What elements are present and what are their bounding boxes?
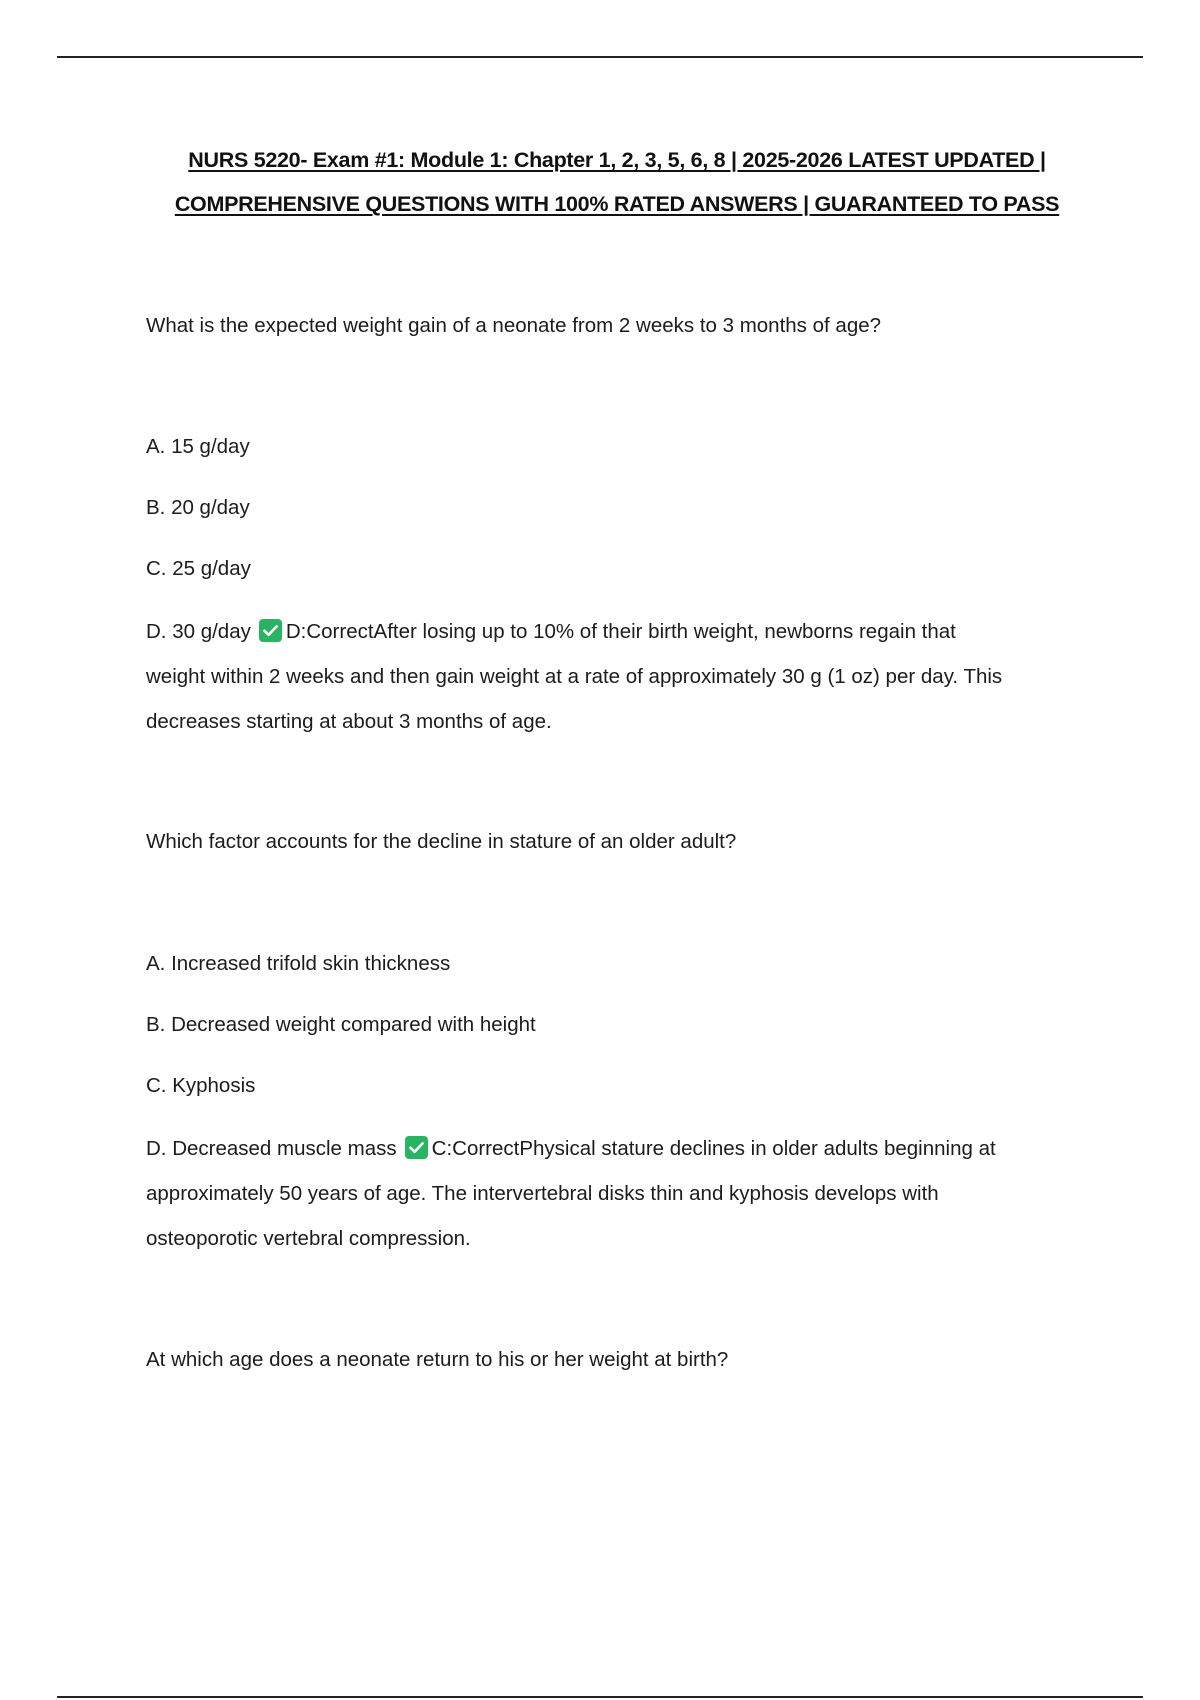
question-2-option-d-line bbox=[146, 1136, 996, 1161]
footer-rule bbox=[57, 1696, 1143, 1698]
document-title-line-2: COMPREHENSIVE QUESTIONS WITH 100% RATED ANSWERS | GUARANTEED TO PASS bbox=[174, 192, 1060, 216]
question-2-option-b: B. Decreased weight compared with height bbox=[146, 1013, 536, 1036]
question-1-option-a: A. 15 g/day bbox=[146, 435, 250, 458]
question-2-option-a: A. Increased trifold skin thickness bbox=[146, 952, 451, 975]
question-1-option-c: C. 25 g/day bbox=[146, 557, 251, 580]
question-1-rationale-line-2: weight within 2 weeks and then gain weight at a rate of approximately 30 g (1 oz) per day. This bbox=[146, 665, 1003, 688]
question-2-rationale-line-3: osteoporotic vertebral compression. bbox=[146, 1227, 471, 1250]
question-1-option-b: B. 20 g/day bbox=[146, 496, 250, 519]
header-rule bbox=[57, 56, 1143, 58]
question-1-option-d-line bbox=[146, 619, 956, 644]
question-2-rationale-line-1: C:CorrectPhysical stature declines in older adults beginning at bbox=[431, 1137, 996, 1160]
question-1-rationale-line-1: D:CorrectAfter losing up to 10% of their birth weight, newborns regain that bbox=[285, 620, 956, 643]
question-2-rationale-line-2: approximately 50 years of age. The intervertebral disks thin and kyphosis develops with bbox=[146, 1182, 939, 1205]
question-1-text: What is the expected weight gain of a neonate from 2 weeks to 3 months of age? bbox=[146, 314, 882, 337]
check-mark-icon bbox=[259, 619, 282, 642]
document-title-line-1: NURS 5220- Exam #1: Module 1: Chapter 1, 2, 3, 5, 6, 8 | 2025-2026 LATEST UPDATED | bbox=[188, 148, 1046, 172]
question-1-option-d: D. 30 g/day bbox=[146, 620, 251, 643]
question-2-option-c: C. Kyphosis bbox=[146, 1074, 256, 1097]
question-2-text: Which factor accounts for the decline in stature of an older adult? bbox=[146, 830, 737, 853]
question-3-text: At which age does a neonate return to his or her weight at birth? bbox=[146, 1348, 729, 1371]
question-1-rationale-line-3: decreases starting at about 3 months of age. bbox=[146, 710, 552, 733]
question-2-option-d: D. Decreased muscle mass bbox=[146, 1137, 397, 1160]
check-mark-icon bbox=[405, 1136, 428, 1159]
